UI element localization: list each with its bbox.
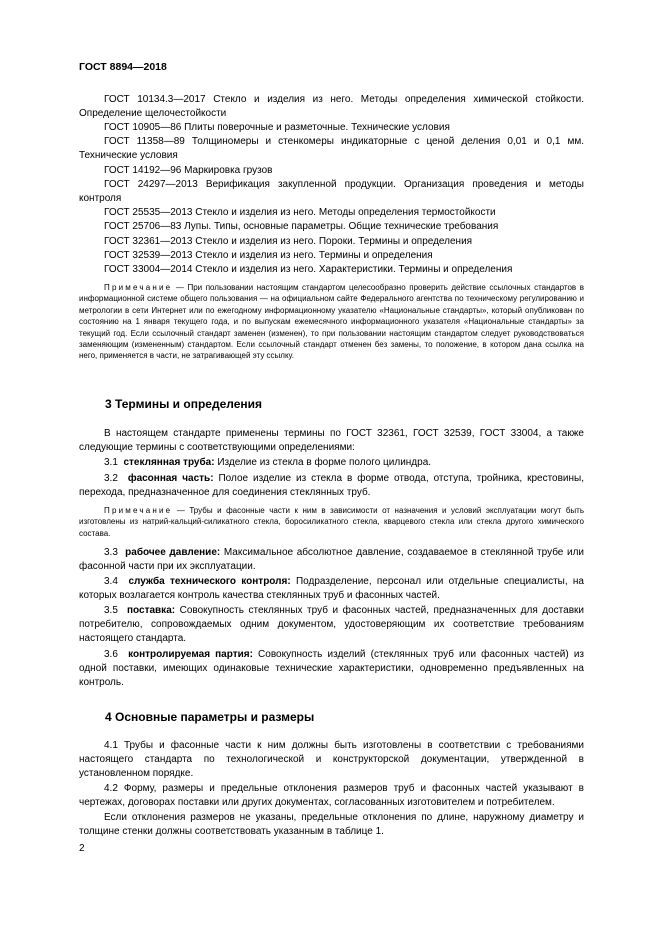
ref-item: ГОСТ 32539—2013 Стекло и изделия из него. Термины и определения <box>104 250 433 261</box>
ref-item: ГОСТ 14192—96 Маркировка грузов <box>104 165 273 176</box>
note-glass-types <box>79 505 584 539</box>
section-3-title: 3 Термины и определения <box>105 397 263 411</box>
document-header: ГОСТ 8894—2018 <box>79 61 167 73</box>
term-number: 3.6 <box>104 649 118 660</box>
note-text: — Трубы и фасонные части к ним в зависимости от назначения и условий эксплуатации могут быть изготовлены из натрий-кальций-силикатного стекла, боросиликатного стекла, кварцевого стекла или стекла другого химического состава. <box>79 506 584 538</box>
note-text: — При пользовании настоящим стандартом целесообразно проверить действие ссылочных стандартов в информационной системе общего пользования — на официальном сайте Федерального агентства по техническому регулированию и метрологии в сети Интернет или по ежегодному информационному указателю «Национальные стандарты», который опубликован по состоянию на 1 января текущего года, и по выпускам ежемесячного информационного указателя «Национальные стандарты» за текущий год. Если ссылочный стандарт заменен (изменен), то при пользовании настоящим стандартом следует руководствоваться заменяющим (измененным) стандартом. Если ссылочный стандарт отменен без замены, то положение, в котором дана ссылка на него, применяется в части, не затрагивающей эту ссылку. <box>79 283 584 361</box>
term-number: 3.2 <box>104 473 118 484</box>
term-definition: Подразделение, персонал или отдельные специалисты, на которых возлагается контроль качества стеклянных труб и фасонных частей. <box>79 576 584 602</box>
term-definition: Совокупность стеклянных труб и фасонных частей, предназначенных для доставки потребителю, сопровождаемых одним документом, удостоверяющим их соответствие требованиям настоящего стандарта. <box>79 605 584 645</box>
term-3-2 <box>79 472 584 500</box>
term-name: рабочее давление: <box>125 547 221 558</box>
ref-item: ГОСТ 33004—2014 Стекло и изделия из него. Характеристики. Термины и определения <box>104 264 513 275</box>
section-3-intro: В настоящем стандарте применены термины по ГОСТ 32361, ГОСТ 32539, ГОСТ 33004, а также следующие термины с соответствующими определениями: <box>79 428 584 454</box>
ref-item: ГОСТ 25535—2013 Стекло и изделия из него. Методы определения термостойкости <box>104 207 496 218</box>
ref-item: ГОСТ 25706—83 Лупы. Типы, основные параметры. Общие технические требования <box>104 221 499 232</box>
note-label: Примечание <box>104 506 173 515</box>
ref-item: ГОСТ 11358—89 Толщиномеры и стенкомеры индикаторные с ценой деления 0,01 и 0,1 мм. Технические условия <box>79 136 584 162</box>
term-definition: Изделие из стекла в форме полого цилиндра. <box>214 457 432 468</box>
term-3-6 <box>79 648 584 691</box>
term-3-3 <box>79 546 584 574</box>
term-name: контролируемая партия: <box>128 649 253 660</box>
paragraph-4-1: 4.1 Трубы и фасонные части к ним должны быть изготовлены в соответствии с требованиями настоящего стандарта по технологической и конструкторской документации, утвержденной в установленном порядке. <box>79 740 584 780</box>
term-name: поставка: <box>127 605 176 616</box>
term-3-4 <box>79 575 584 603</box>
ref-item: ГОСТ 24297—2013 Верификация закупленной продукции. Организация проведения и методы контроля <box>79 179 584 205</box>
term-3-1 <box>79 456 584 470</box>
term-number: 3.1 <box>104 457 118 468</box>
term-3-5 <box>79 604 584 647</box>
note-references <box>79 282 584 362</box>
term-name: стеклянная труба: <box>123 457 215 468</box>
term-number: 3.4 <box>104 576 118 587</box>
page-number: 2 <box>79 843 85 854</box>
note-label: Примечание <box>104 283 173 292</box>
ref-item: ГОСТ 32361—2013 Стекло и изделия из него. Пороки. Термины и определения <box>104 236 473 247</box>
term-definition: Полое изделие из стекла в форме отвода, отступа, тройника, крестовины, перехода, предназначенное для соединения стеклянных труб. <box>79 473 584 499</box>
term-definition: Совокупность изделий (стеклянных труб или фасонных частей) из одной поставки, имеющих одинаковые технические характеристики, одновременно предъявленных на контроль. <box>79 649 585 689</box>
term-number: 3.5 <box>104 605 118 616</box>
term-name: фасонная часть: <box>127 473 214 484</box>
term-definition: Максимальное абсолютное давление, создаваемое в стеклянной трубе или фасонной части при их эксплуатации. <box>79 547 585 573</box>
term-number: 3.3 <box>104 547 118 558</box>
paragraph-4-2-cont: Если отклонения размеров не указаны, предельные отклонения по длине, наружному диаметру и толщине стенки должны соответствовать указанным в таблице 1. <box>79 812 584 838</box>
term-name: служба технического контроля: <box>128 576 291 587</box>
section-4-title: 4 Основные параметры и размеры <box>105 710 315 724</box>
ref-item: ГОСТ 10905—86 Плиты поверочные и разметочные. Технические условия <box>104 122 450 133</box>
paragraph-4-2: 4.2 Форму, размеры и предельные отклонения размеров труб и фасонных частей указывают в чертежах, договорах поставки или других документах, согласованных изготовителем и потребителем. <box>79 783 584 809</box>
ref-item: ГОСТ 10134.3—2017 Стекло и изделия из него. Методы определения химической стойкости. Определение щелочестойкости <box>79 94 584 120</box>
